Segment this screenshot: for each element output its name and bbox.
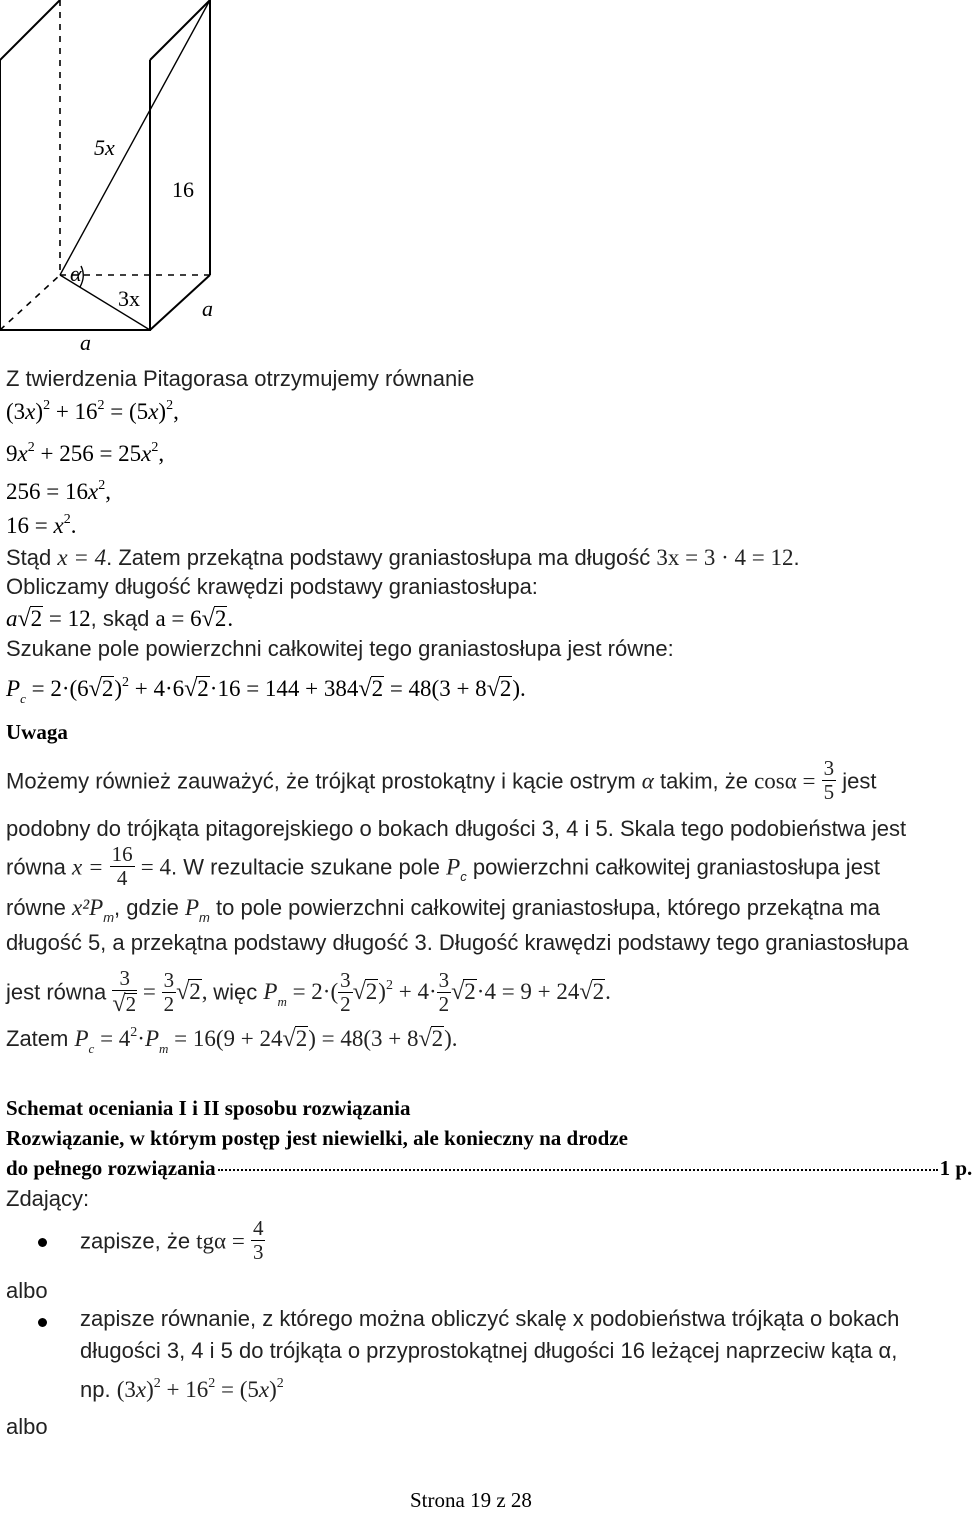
note-line-4: równe $x^2P_m$, gdzie $P_m$ to pole powierzchni całkowitej graniastosłupa, którego przekątna ma [6,895,881,925]
label-5x: 5x [94,135,115,160]
page-footer: Strona 19 z 28 [410,1488,532,1512]
stad-line: Stąd x = 4. Zatem przekątna podstawy graniastosłupa ma długość 3x = 3 · 4 = 12. [6,545,800,570]
label-16: 16 [172,177,194,202]
label-a-right: a [202,296,213,321]
bullet-1-text: zapisze, że tgα = $\frac{4}{3}$ [80,1216,264,1264]
hidden-bottom-edge [0,275,60,330]
note-line-2: podobny do trójkąta pitagorejskiego o bokach długości 3, 4 i 5. Skala tego podobieństwa jest [6,816,907,841]
equation-1: $(3x)^2 + 16^2 = (5x)^2$, [6,398,179,424]
obliczamy-line: Obliczamy długość krawędzi podstawy graniastosłupa: [6,574,538,599]
albo-2: albo [6,1414,48,1439]
albo-1: albo [6,1278,48,1303]
zdajacy-label: Zdający: [6,1186,90,1211]
bullet-1 [38,1238,47,1247]
note-line-3: równa x = $\frac{16}{4}$ = 4. W rezultacie szukane pole $P_c$ powierzchni całkowitej graniastosłupa jest [6,842,881,890]
edge-line: a√2 = 12, skąd a = 6√2. [6,606,234,632]
note-line-7: Zatem $P_c = 4^2\cdot P_m = 16(9 + 24√2) = 48(3 + 8√2)$. [6,1025,458,1056]
bullet-2-line-2: długości 3, 4 i 5 do trójkąta o przyprostokątnej długości 16 leżącej naprzeciw kąta α, [80,1338,898,1363]
prism-figure [0,0,420,355]
equation-3: $256 = 16x^2$, [6,478,111,504]
criterion-line-1: Rozwiązanie, w którym postęp jest niewielki, ale konieczny na drodze [6,1126,628,1150]
criterion-line-2: do pełnego rozwiązania 1 p. [6,1156,972,1180]
note-line-5: długość 5, a przekątna podstawy długość 3. Długość krawędzi podstawy tego graniastosłupa [6,930,909,955]
space-diagonal [60,0,210,275]
bullet-2 [38,1318,47,1327]
intro-text: Z twierdzenia Pitagorasa otrzymujemy równanie [6,366,475,391]
equation-4: $16 = x^2$. [6,512,77,538]
uwaga-heading: Uwaga [6,720,68,744]
bullet-2-line-3: np. $(3x)^2 + 16^2 = (5x)^2$ [80,1376,284,1402]
szukane-line: Szukane pole powierzchni całkowitej tego graniastosłupa jest równe: [6,636,674,661]
note-line-6: jest równa $\frac{3}{√2}$ = $\frac{3}{2}$ √2, więc $P_m = 2\cdot$( $\frac{3}{2}$ √2)$^2$ + 4· $\frac{3}{2}$ √2·4 = 9 + 24√2. [6,966,611,1017]
note-line-1: Możemy również zauważyć, że trójkąt prostokątny i kącie ostrym α takim, że cosα = $\frac{3}{5}$ jest [6,756,877,804]
schemat-title: Schemat oceniania I i II sposobu rozwiązania [6,1096,411,1120]
label-a-bottom: a [80,330,91,355]
bullet-2-line-1: zapisze równanie, z którego można obliczyć skalę x podobieństwa trójkąta o bokach [80,1306,900,1331]
equation-2: $9x^2 + 256 = 25x^2$, [6,440,165,466]
label-alpha: α [70,261,82,286]
label-3x: 3x [118,286,140,311]
pc-formula: $P_c = 2\cdot(6√2)^2 + 4\cdot 6√2\cdot 16 = 144 + 384√2 = 48(3 + 8√2)$. [6,675,526,706]
